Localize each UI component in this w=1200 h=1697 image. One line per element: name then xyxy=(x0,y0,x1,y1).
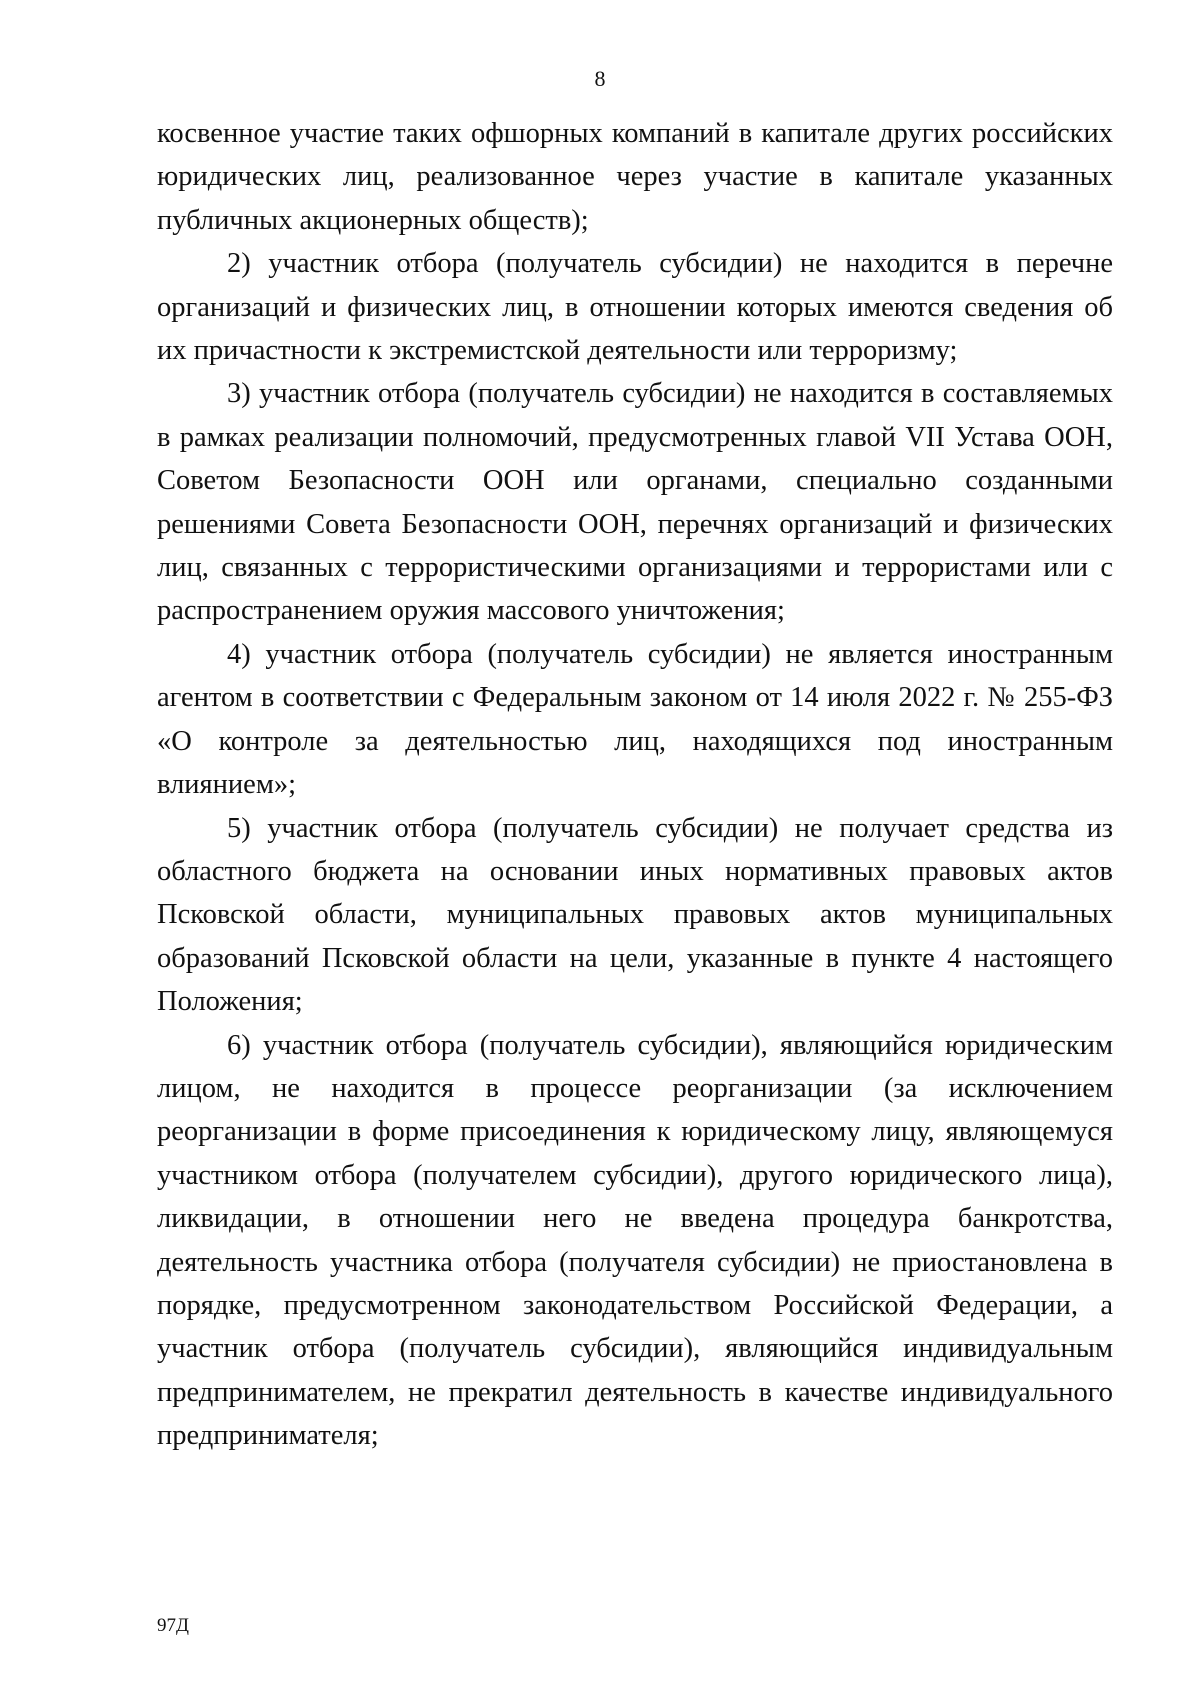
document-code: 97Д xyxy=(157,1615,189,1636)
paragraph-item-3: 3) участник отбора (получатель субсидии) не находится в составляемых в рамках реализации полномочий, предусмотренных главой VII Устава ООН, Советом Безопасности ООН или органами, специально созданными решениями Совета Безопасности ООН, перечнях организаций и физических лиц, связанных с террористическими организациями и террористами или с распространением оружия массового уничтожения; xyxy=(157,378,1113,627)
paragraph-item-6: 6) участник отбора (получатель субсидии), являющийся юридическим лицом, не находится в процессе реорганизации (за исключением реорганизации в форме присоединения к юридическому лицу, являющемуся участником отбора (получателем субсидии), другого юридического лица), ликвидации, в отношении него не введена процедура банкротства, деятельность участника отбора (получателя субсидии) не приостановлена в порядке, предусмотренном законодательством Российской Федерации, а участник отбора (получатель субсидии), являющийся индивидуальным предпринимателем, не прекратил деятельность в качестве индивидуального предпринимателя; xyxy=(157,1029,1113,1452)
document-body xyxy=(157,112,1113,1458)
paragraph-item-5: 5) участник отбора (получатель субсидии) не получает средства из областного бюджета на основании иных нормативных правовых актов Псковской области, муниципальных правовых актов муниципальных образований Псковской области на цели, указанные в пункте 4 настоящего Положения; xyxy=(157,812,1113,1018)
paragraph-item-4: 4) участник отбора (получатель субсидии) не является иностранным агентом в соответствии с Федеральным законом от 14 июля 2022 г. № 255-ФЗ «О контроле за деятельностью лиц, находящихся под иностранным влиянием»; xyxy=(157,638,1113,801)
paragraph-item-2: 2) участник отбора (получатель субсидии) не находится в перечне организаций и физических лиц, в отношении которых имеются сведения об их причастности к экстремистской деятельности или терроризму; xyxy=(157,248,1113,367)
paragraph-continuation: косвенное участие таких офшорных компаний в капитале других российских юридических лиц, реализованное через участие в капитале указанных публичных акционерных обществ); xyxy=(157,118,1113,236)
page-number: 8 xyxy=(594,66,606,91)
